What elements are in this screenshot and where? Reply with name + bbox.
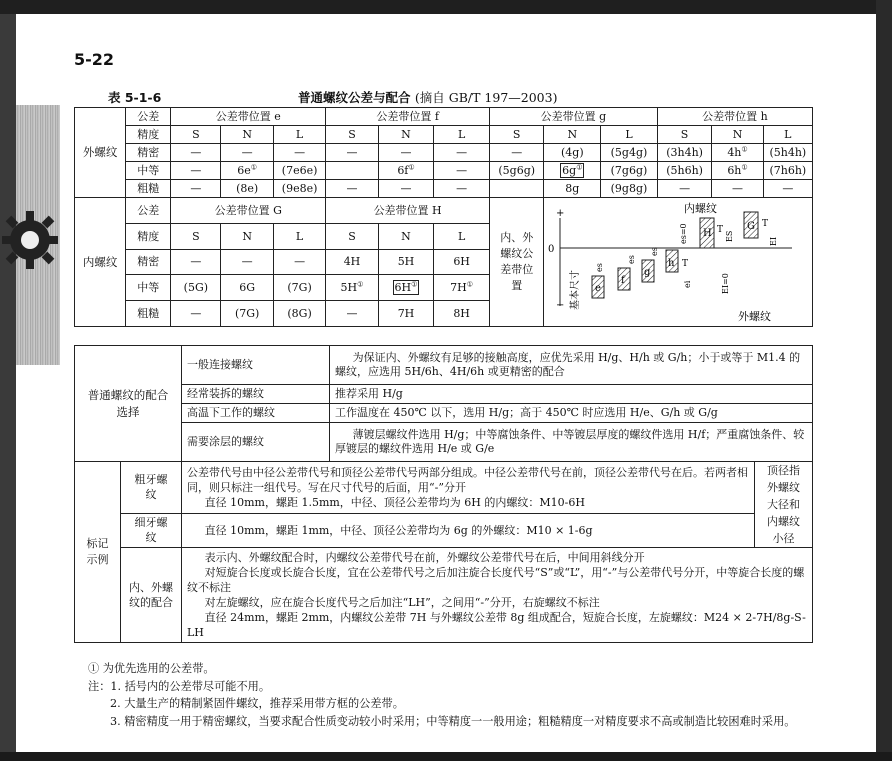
table-cell: — bbox=[378, 180, 434, 198]
table-cell: (5G) bbox=[171, 275, 221, 301]
table-cell: — bbox=[273, 249, 325, 275]
table-cell: — bbox=[171, 249, 221, 275]
mark-item: 细牙螺纹 bbox=[121, 513, 182, 547]
table-cell: — bbox=[171, 180, 221, 198]
label-ES: ES bbox=[725, 230, 735, 242]
label-EI0: EI=0 bbox=[721, 273, 731, 294]
table-cell: 7H bbox=[378, 301, 434, 327]
int-sub-l: L bbox=[273, 223, 325, 249]
table-cell: (8e) bbox=[221, 180, 273, 198]
table-cell: 6e① bbox=[221, 162, 273, 180]
int-sub-s: S bbox=[326, 223, 378, 249]
title-main: 普通螺纹公差与配合 bbox=[298, 90, 411, 105]
table-cell: 6G bbox=[221, 275, 273, 301]
table-cell: 6f① bbox=[378, 162, 434, 180]
sel-desc: 推荐采用 H/g bbox=[330, 385, 813, 404]
table-number: 表 5-1-6 bbox=[108, 90, 162, 105]
table-cell: — bbox=[171, 162, 221, 180]
ext-sub-n: N bbox=[544, 126, 601, 144]
table-cell: (5g6g) bbox=[489, 162, 544, 180]
ext-header-band: 公差 bbox=[126, 108, 171, 126]
ext-sub-l: L bbox=[273, 126, 325, 144]
table-cell: — bbox=[221, 249, 273, 275]
sel-desc: 工作温度在 450℃ 以下，选用 H/g；高于 450℃ 时应选用 H/e、G/h 或 G/g bbox=[330, 404, 813, 423]
ext-sub-l: L bbox=[434, 126, 490, 144]
page-number: 5-22 bbox=[74, 50, 115, 69]
mark-line: 直径 24mm，螺距 2mm，内螺纹公差带 7H 与外螺纹公差带 8g 组成配合，短旋合长度，左旋螺纹：M24 × 2-7H/8g-S-LH bbox=[187, 611, 806, 639]
int-grade-coarse: 粗糙 bbox=[126, 301, 171, 327]
ext-header-grade: 精度 bbox=[126, 126, 171, 144]
table-cell: (3h4h) bbox=[657, 144, 712, 162]
mark-desc bbox=[182, 462, 755, 514]
table-cell: (5g4g) bbox=[601, 144, 658, 162]
int-sub-n: N bbox=[221, 223, 273, 249]
ext-grade-medium: 中等 bbox=[126, 162, 171, 180]
mark-desc bbox=[182, 548, 813, 643]
ext-sub-l: L bbox=[763, 126, 812, 144]
diagram-plus: + bbox=[556, 208, 565, 219]
table-notes bbox=[88, 660, 818, 730]
sel-desc: 为保证内、外螺纹有足够的接触高度，应优先采用 H/g、H/h 或 G/h；小于或等于 M1.4 的螺纹，应选用 5H/6h、4H/6h 或更精密的配合 bbox=[330, 346, 813, 385]
mark-line: 直径 10mm，螺距 1.5mm，中径、顶径公差带均为 6H 的内螺纹：M10-6H bbox=[204, 495, 585, 509]
int-band-H: 公差带位置 H bbox=[326, 198, 490, 224]
table-cell: — bbox=[171, 301, 221, 327]
table-cell: (9g8g) bbox=[601, 180, 658, 198]
gear-icon bbox=[0, 205, 60, 275]
table-cell: (7e6e) bbox=[273, 162, 325, 180]
int-band-G: 公差带位置 G bbox=[171, 198, 326, 224]
internal-thread-label: 内螺纹 bbox=[75, 198, 126, 327]
table-cell: — bbox=[489, 144, 544, 162]
zone-g: g bbox=[644, 267, 651, 278]
table-cell: (8G) bbox=[273, 301, 325, 327]
ext-band-f: 公差带位置 f bbox=[326, 108, 490, 126]
mark-line: 表示内、外螺纹配合时，内螺纹公差带代号在前，外螺纹公差带代号在后，中间用斜线分开 bbox=[204, 551, 645, 564]
mark-item: 内、外螺纹的配合 bbox=[121, 548, 182, 643]
int-sub-s: S bbox=[171, 223, 221, 249]
ext-band-h: 公差带位置 h bbox=[657, 108, 812, 126]
ext-sub-s: S bbox=[326, 126, 378, 144]
table-cell: — bbox=[273, 144, 325, 162]
table-cell: — bbox=[434, 162, 490, 180]
table-cell: — bbox=[221, 144, 273, 162]
ext-band-e: 公差带位置 e bbox=[171, 108, 326, 126]
table-cell: (7G) bbox=[273, 275, 325, 301]
table-cell: (9e8e) bbox=[273, 180, 325, 198]
label-ei: ei bbox=[683, 280, 693, 288]
zone-G: G bbox=[747, 221, 756, 232]
table-cell: (7h6h) bbox=[763, 162, 812, 180]
table-title bbox=[298, 88, 557, 106]
marking-example-table bbox=[74, 461, 813, 643]
table-cell: (5h6h) bbox=[657, 162, 712, 180]
table-cell: — bbox=[712, 180, 763, 198]
ext-grade-fine: 精密 bbox=[126, 144, 171, 162]
table-cell: — bbox=[326, 180, 378, 198]
mark-item: 粗牙螺纹 bbox=[121, 462, 182, 514]
note-1: 注：1. 括号内的公差带尽可能不用。 bbox=[88, 679, 271, 693]
table-cell: — bbox=[434, 180, 490, 198]
mark-line: 公差带代号由中径公差带代号和顶径公差带代号两部分组成。中径公差带代号在前，顶径公差带代号在后。若两者相同，则只标注一组代号。写在尺寸代号的后面，用“-”分开 bbox=[187, 465, 748, 494]
label-T: T bbox=[682, 259, 689, 269]
table-cell: (5h4h) bbox=[763, 144, 812, 162]
table-cell: — bbox=[378, 144, 434, 162]
table-cell bbox=[489, 180, 544, 198]
sel-desc: 薄镀层螺纹件选用 H/g；中等腐蚀条件、中等镀层厚度的螺纹件选用 H/f；严重腐蚀条件、较厚镀层的螺纹件选用 H/e 或 G/e bbox=[330, 423, 813, 462]
label-es: es bbox=[595, 263, 605, 272]
title-source: (摘自 GB/T 197—2003) bbox=[414, 90, 558, 105]
int-sub-l: L bbox=[434, 223, 490, 249]
diagram-label: 内、外螺纹公差带位置 bbox=[489, 198, 544, 327]
note-3: 3. 精密精度一用于精密螺纹，当要求配合性质变动较小时采用；中等精度一一般用途；粗糙精度一对精度要求不高或制造比较困难时采用。 bbox=[110, 714, 796, 728]
table-cell: 5H① bbox=[326, 275, 378, 301]
label-es: es bbox=[627, 255, 637, 264]
diagram-basic-size: 基本尺寸 bbox=[570, 270, 582, 310]
label-T: T bbox=[762, 219, 769, 229]
label-es0: es=0 bbox=[679, 223, 689, 244]
table-cell: 7H① bbox=[434, 275, 490, 301]
diagram-external-label: 外螺纹 bbox=[738, 310, 772, 323]
zone-f: f bbox=[621, 275, 626, 286]
label-EI: EI bbox=[769, 237, 779, 246]
mark-desc: 直径 10mm，螺距 1mm，中径、顶径公差带均为 6g 的外螺纹：M10 × 1-6g bbox=[182, 513, 755, 547]
table-cell: 6h① bbox=[712, 162, 763, 180]
table-cell: 8g bbox=[544, 180, 601, 198]
table-cell: — bbox=[657, 180, 712, 198]
int-header-band: 公差 bbox=[126, 198, 171, 224]
sel-item: 需要涂层的螺纹 bbox=[182, 423, 330, 462]
ext-sub-s: S bbox=[657, 126, 712, 144]
external-thread-label: 外螺纹 bbox=[75, 108, 126, 198]
mark-side-note: 顶径指外螺纹大径和内螺纹小径 bbox=[755, 462, 813, 548]
tolerance-zone-diagram bbox=[544, 198, 813, 327]
viewer-bottom-frame bbox=[0, 752, 892, 761]
viewer-right-frame bbox=[876, 0, 892, 761]
tolerance-table bbox=[74, 107, 813, 327]
mark-line: 对短旋合长度或长旋合长度，宜在公差带代号之后加注旋合长度代号“S”或“L”，用“-”与公差带代号分开，中等旋合长度的螺纹不标注 bbox=[187, 566, 805, 594]
table-cell: — bbox=[763, 180, 812, 198]
table-cell-boxed: 6g① bbox=[544, 162, 601, 180]
diagram-internal-label: 内螺纹 bbox=[684, 202, 718, 215]
table-cell bbox=[326, 162, 378, 180]
table-cell: 4H bbox=[326, 249, 378, 275]
table-cell: 8H bbox=[434, 301, 490, 327]
ext-sub-s: S bbox=[171, 126, 221, 144]
zone-e: e bbox=[595, 283, 602, 294]
table-cell: — bbox=[326, 301, 378, 327]
table-cell: — bbox=[171, 144, 221, 162]
label-T: T bbox=[717, 225, 724, 235]
table-cell: (4g) bbox=[544, 144, 601, 162]
zone-H: H bbox=[703, 228, 713, 239]
int-grade-medium: 中等 bbox=[126, 275, 171, 301]
ext-grade-coarse: 粗糙 bbox=[126, 180, 171, 198]
ext-sub-n: N bbox=[221, 126, 273, 144]
note-footnote: ① 为优先选用的公差带。 bbox=[88, 662, 215, 675]
note-2: 2. 大量生产的精制紧固件螺纹，推荐采用带方框的公差带。 bbox=[110, 697, 404, 710]
ext-sub-n: N bbox=[712, 126, 763, 144]
ext-sub-s: S bbox=[489, 126, 544, 144]
int-sub-n: N bbox=[378, 223, 434, 249]
marking-label: 标记示例 bbox=[75, 462, 121, 643]
ext-sub-l: L bbox=[601, 126, 658, 144]
mark-line: 对左旋螺纹，应在旋合长度代号之后加注“LH”，之间用“-”分开，右旋螺纹不标注 bbox=[204, 596, 600, 609]
zone-h: h bbox=[668, 258, 675, 269]
ext-band-g: 公差带位置 g bbox=[489, 108, 657, 126]
table-cell: — bbox=[326, 144, 378, 162]
fit-selection-table bbox=[74, 345, 813, 462]
diagram-zero: 0 bbox=[548, 244, 555, 255]
ext-sub-n: N bbox=[378, 126, 434, 144]
int-grade-fine: 精密 bbox=[126, 249, 171, 275]
table-cell-boxed: 6H① bbox=[378, 275, 434, 301]
diagram-minus: − bbox=[556, 300, 565, 311]
int-header-grade: 精度 bbox=[126, 223, 171, 249]
table-cell: 4h① bbox=[712, 144, 763, 162]
fit-selection-label: 普通螺纹的配合选择 bbox=[75, 346, 182, 462]
table-cell: (7G) bbox=[221, 301, 273, 327]
sel-item: 一般连接螺纹 bbox=[182, 346, 330, 385]
sel-item: 经常装拆的螺纹 bbox=[182, 385, 330, 404]
table-cell: (7g6g) bbox=[601, 162, 658, 180]
viewer-top-frame bbox=[0, 0, 892, 14]
sel-item: 高温下工作的螺纹 bbox=[182, 404, 330, 423]
table-cell: 6H bbox=[434, 249, 490, 275]
label-es: es bbox=[650, 247, 660, 256]
table-cell: 5H bbox=[378, 249, 434, 275]
table-cell: — bbox=[434, 144, 490, 162]
